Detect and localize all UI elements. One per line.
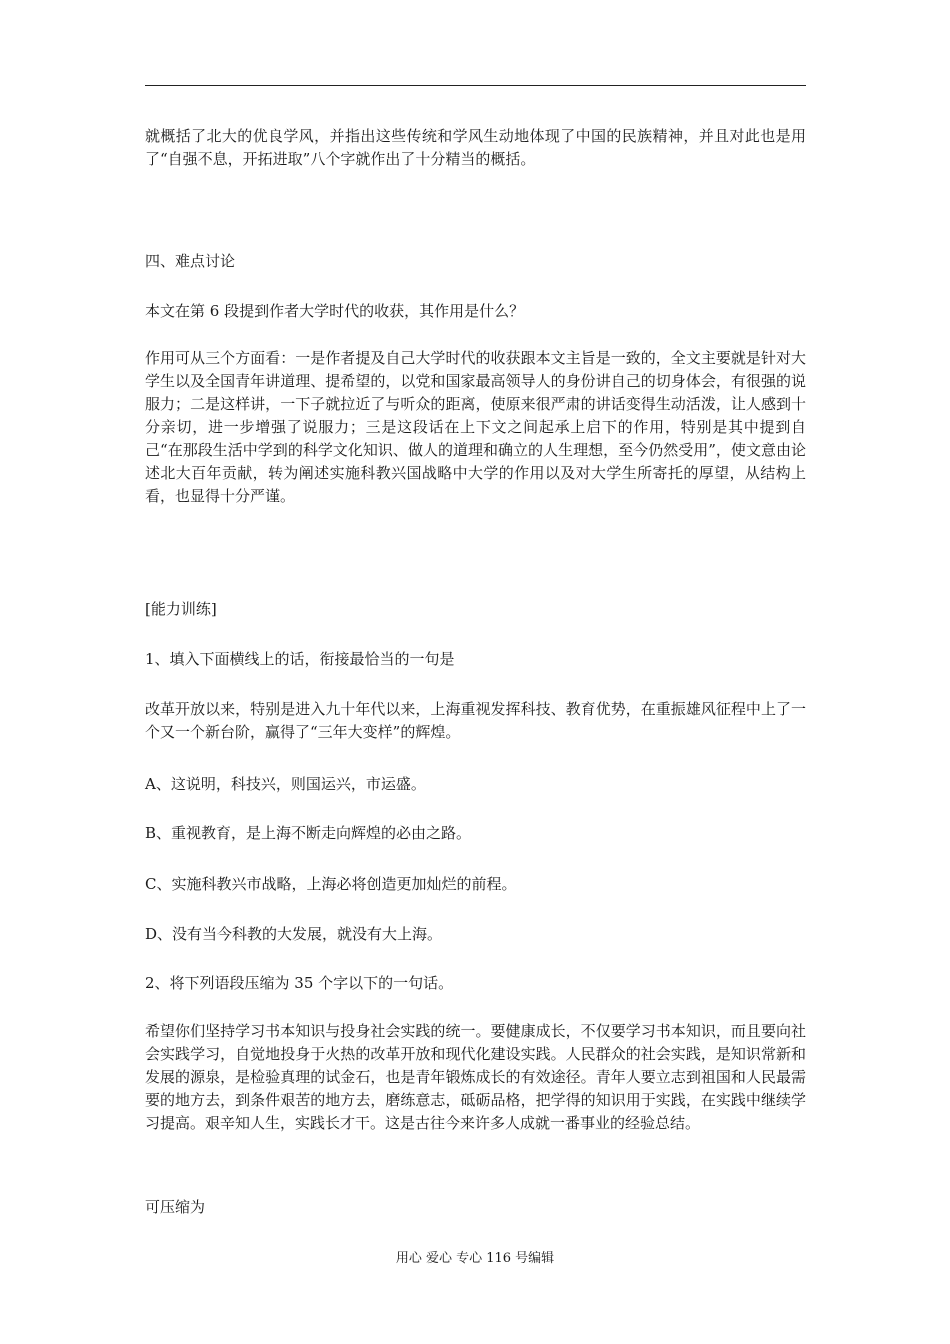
question-2-passage: 希望你们坚持学习书本知识与投身社会实践的统一。要健康成长，不仅要学习书本知识，而且要向社会实践学习，自觉地投身于火热的改革开放和现代化建设实践。人民群众的社会实践，是知识常新和发展的源泉，是检验真理的试金石，也是青年锻炼成长的有效途径。青年人要立志到祖国和人民最需要的地方去，到条件艰苦的地方去，磨练意志，砥砺品格，把学得的知识用于实践，在实践中继续学习提高。艰辛知人生，实践长才干。这是古往今来许多人成就一番事业的经验总结。	[145, 1022, 806, 1132]
option-d: D、没有当今科教的大发展，就没有大上海。	[145, 925, 443, 943]
question-1: 1、填入下面横线上的话，衔接最恰当的一句是	[145, 650, 455, 668]
option-c: C、实施科教兴市战略，上海必将创造更加灿烂的前程。	[145, 875, 517, 893]
option-b: B、重视教育，是上海不断走向辉煌的必由之路。	[145, 824, 472, 842]
answer-prompt: 可压缩为	[145, 1198, 206, 1216]
answer-paragraph: 作用可从三个方面看：一是作者提及自己大学时代的收获跟本文主旨是一致的，全文主要就是针对大学生以及全国青年讲道理、提希望的，以党和国家最高领导人的身份讲自己的切身体会，有很强的说服力；二是这样讲，一下子就拉近了与听众的距离，使原来很严肃的讲话变得生动活泼，让人感到十分亲切，进一步增强了说服力；三是这段话在上下文之间起承上启下的作用，特别是其中提到自己“在那段生活中学到的科学文化知识、做人的道理和确立的人生理想，至今仍然受用”，使文意由论述北大百年贡献，转为阐述实施科教兴国战略中大学的作用以及对大学生所寄托的厚望，从结构上看，也显得十分严谨。	[145, 349, 806, 505]
question-text: 本文在第 6 段提到作者大学时代的收获，其作用是什么？	[145, 302, 525, 320]
option-a: A、这说明，科技兴，则国运兴，市运盛。	[145, 775, 426, 793]
intro-paragraph: 就概括了北大的优良学风，并指出这些传统和学风生动地体现了中国的民族精神，并且对此也是用了“自强不息，开拓进取”八个字就作出了十分精当的概括。	[145, 127, 806, 168]
section-heading: 四、难点讨论	[145, 252, 236, 270]
header-rule	[145, 85, 806, 86]
page-footer: 用心 爱心 专心 116 号编辑	[395, 1251, 555, 1266]
question-2: 2、将下列语段压缩为 35 个字以下的一句话。	[145, 974, 454, 992]
training-heading: [能力训练]	[145, 600, 217, 618]
question-1-passage: 改革开放以来，特别是进入九十年代以来，上海重视发挥科技、教育优势，在重振雄风征程中上了一个又一个新台阶，赢得了“三年大变样”的辉煌。	[145, 700, 806, 741]
